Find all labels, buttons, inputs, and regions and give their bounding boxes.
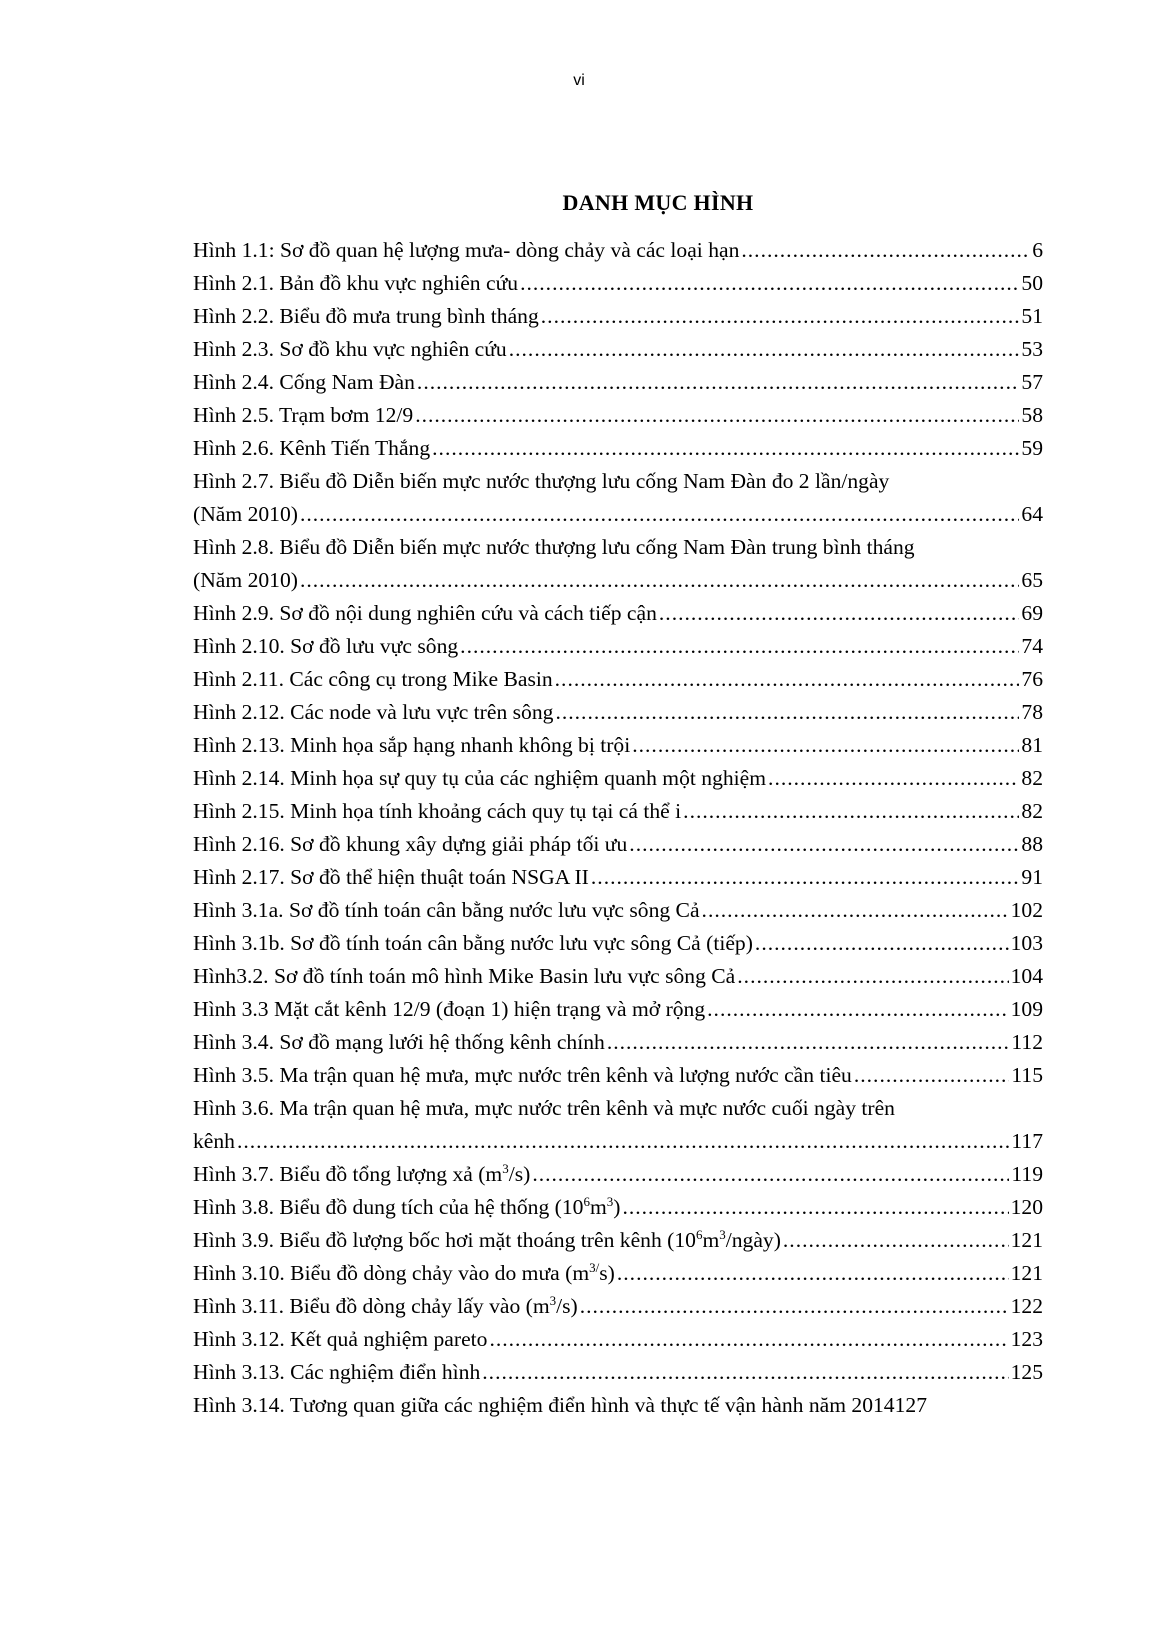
leader-dots [683,795,1019,828]
leader-dots [737,960,1008,993]
leader-dots [854,1059,1010,1092]
list-item[interactable] [193,366,1043,399]
list-item[interactable] [193,234,1043,267]
entry-text-continued: (Năm 2010) [193,568,298,592]
page-number: vi [573,72,585,89]
leader-dots [489,1323,1008,1356]
entry-text: Hình 3.5. Ma trận quan hệ mưa, mực nước trên kênh và lượng nước cần tiêu [193,1063,852,1087]
entry-text-continued: (Năm 2010) [193,502,298,526]
entry-text: Hình 2.2. Biểu đồ mưa trung bình tháng [193,304,539,328]
leader-dots [415,399,1019,432]
list-item[interactable] [193,795,1043,828]
list-item[interactable] [193,696,1043,729]
leader-dots [509,333,1020,366]
list-item[interactable] [193,333,1043,366]
entry-text: Hình 2.4. Cống Nam Đàn [193,370,415,394]
entry-text: Hình 2.14. Minh họa sự quy tụ của các nghiệm quanh một nghiệm [193,766,767,790]
leader-dots [300,498,1019,531]
entry-page: 103 [1010,931,1043,955]
entry-text: Hình 3.8. Biểu đồ dung tích của hệ thống $(10^6m^3)$ [193,1194,621,1219]
entry-page: 74 [1021,634,1043,658]
entry-text: Hình 3.13. Các nghiệm điển hình [193,1360,481,1384]
entry-page: 64 [1021,502,1043,526]
entry-text: Hình 1.1: Sơ đồ quan hệ lượng mưa- dòng chảy và các loại hạn [193,238,740,262]
entry-page: 82 [1021,766,1043,790]
entry-page: 119 [1011,1162,1043,1186]
list-item[interactable] [193,1356,1043,1389]
list-item[interactable] [193,465,1043,531]
list-item[interactable] [193,927,1043,960]
entry-page: 53 [1021,337,1043,361]
leader-dots [607,1026,1010,1059]
leader-dots [768,762,1019,795]
leader-dots [617,1257,1009,1290]
leader-dots [460,630,1019,663]
entry-text: Hình 2.13. Minh họa sắp hạng nhanh không bị trội [193,733,631,757]
list-item[interactable] [193,1158,1043,1191]
leader-dots [622,1191,1008,1224]
list-item[interactable] [193,993,1043,1026]
leader-dots [555,663,1020,696]
leader-dots [482,1356,1008,1389]
entry-text: Hình 3.14. Tương quan giữa các nghiệm điển hình và thực tế vận hành năm 2014 [193,1393,895,1417]
entry-text: Hình 3.10. Biểu đồ dòng chảy vào do mưa $(m^{3/}s)$ [193,1260,615,1285]
leader-dots [591,861,1020,894]
entry-text: Hình 2.16. Sơ đồ khung xây dựng giải pháp tối ưu [193,832,628,856]
entry-page: 121 [1010,1261,1043,1285]
entry-text: Hình 2.11. Các công cụ trong Mike Basin [193,667,553,691]
entry-text: Hình 2.3. Sơ đồ khu vực nghiên cứu [193,337,507,361]
list-item[interactable] [193,861,1043,894]
leader-dots [755,927,1009,960]
list-item[interactable] [193,1059,1043,1092]
list-item[interactable] [193,1323,1043,1356]
entry-page: 81 [1021,733,1043,757]
leader-dots [432,432,1019,465]
leader-dots [541,300,1020,333]
entry-text: Hình 3.7. Biểu đồ tổng lượng xả $(m^3/s)$ [193,1161,531,1186]
entry-text: Hình 3.1a. Sơ đồ tính toán cân bằng nước lưu vực sông Cả [193,898,700,922]
list-item[interactable] [193,1290,1043,1323]
entry-text: Hình 2.5. Trạm bơm 12/9 [193,403,414,427]
entry-page: 57 [1021,370,1043,394]
entry-text: Hình 3.3 Mặt cắt kênh 12/9 (đoạn 1) hiện trạng và mở rộng [193,997,706,1021]
entry-text: Hình 2.10. Sơ đồ lưu vực sông [193,634,459,658]
entry-page: 58 [1021,403,1043,427]
list-item[interactable] [193,300,1043,333]
entry-text: Hình 2.7. Biểu đồ Diễn biến mực nước thượng lưu cống Nam Đàn đo 2 lần/ngày [193,469,890,493]
list-item[interactable] [193,597,1043,630]
entry-text: Hình 3.12. Kết quả nghiệm pareto [193,1327,488,1351]
list-item[interactable] [193,630,1043,663]
list-item[interactable] [193,432,1043,465]
leader-dots [580,1290,1009,1323]
page-title: DANH MỤC HÌNH [562,190,754,215]
leader-dots [632,729,1019,762]
entry-page: 127 [894,1393,927,1417]
entry-page: 76 [1021,667,1043,691]
entry-text: Hình 2.9. Sơ đồ nội dung nghiên cứu và cách tiếp cận [193,601,657,625]
entry-text: Hình 3.9. Biểu đồ lượng bốc hơi mặt thoáng trên kênh $(10^6m^3/ngày)$ [193,1227,781,1252]
entry-text: Hình 2.8. Biểu đồ Diễn biến mực nước thượng lưu cống Nam Đàn trung bình tháng [193,535,915,559]
leader-dots [237,1125,1009,1158]
entry-page: 69 [1021,601,1043,625]
entry-text: Hình 3.6. Ma trận quan hệ mưa, mực nước trên kênh và mực nước cuối ngày trên [193,1096,895,1120]
list-item[interactable] [193,894,1043,927]
entry-text: Hình3.2. Sơ đồ tính toán mô hình Mike Basin lưu vực sông Cả [193,964,736,988]
list-item[interactable] [193,1389,1043,1422]
list-item[interactable] [193,1191,1043,1224]
list-item[interactable] [193,1092,1043,1158]
figure-list [193,234,1043,1422]
entry-page: 78 [1021,700,1043,724]
list-item[interactable] [193,1257,1043,1290]
leader-dots [702,894,1009,927]
entry-text: Hình 2.6. Kênh Tiến Thắng [193,436,431,460]
leader-dots [532,1158,1009,1191]
entry-page: 59 [1021,436,1043,460]
leader-dots [629,828,1019,861]
entry-page: 88 [1021,832,1043,856]
entry-page: 82 [1021,799,1043,823]
list-item[interactable] [193,828,1043,861]
leader-dots [741,234,1030,267]
list-item[interactable] [193,960,1043,993]
entry-text: Hình 2.17. Sơ đồ thể hiện thuật toán NSGA II [193,865,589,889]
entry-page: 50 [1021,271,1043,295]
entry-text: Hình 2.1. Bản đồ khu vực nghiên cứu [193,271,519,295]
entry-page: 115 [1011,1063,1043,1087]
leader-dots [783,1224,1009,1257]
leader-dots [300,564,1019,597]
list-item[interactable] [193,729,1043,762]
entry-page: 109 [1010,997,1043,1021]
list-item[interactable] [193,663,1043,696]
entry-text: Hình 3.4. Sơ đồ mạng lưới hệ thống kênh chính [193,1030,605,1054]
entry-page: 117 [1011,1129,1043,1153]
entry-page: 102 [1010,898,1043,922]
leader-dots [417,366,1019,399]
entry-text: Hình 2.12. Các node và lưu vực trên sông [193,700,554,724]
entry-text-continued: kênh [193,1129,235,1153]
list-item[interactable] [193,1026,1043,1059]
entry-text: Hình 2.15. Minh họa tính khoảng cách quy tụ tại cá thể i [193,799,682,823]
list-item[interactable] [193,531,1043,597]
leader-dots [659,597,1020,630]
entry-page: 123 [1010,1327,1043,1351]
entry-page: 104 [1010,964,1043,988]
entry-page: 65 [1021,568,1043,592]
entry-text: Hình 3.1b. Sơ đồ tính toán cân bằng nước lưu vực sông Cả (tiếp) [193,931,753,955]
entry-page: 91 [1021,865,1043,889]
entry-text: Hình 3.11. Biểu đồ dòng chảy lấy vào $(m^3/s)$ [193,1293,578,1318]
entry-page: 112 [1011,1030,1043,1054]
list-item[interactable] [193,399,1043,432]
entry-page: 122 [1010,1294,1043,1318]
leader-dots [707,993,1008,1026]
entry-page: 120 [1010,1195,1043,1219]
list-item[interactable] [193,762,1043,795]
list-item[interactable] [193,1224,1043,1257]
entry-page: 51 [1021,304,1043,328]
entry-page: 6 [1032,238,1043,262]
entry-page: 125 [1010,1360,1043,1384]
entry-page: 121 [1010,1228,1043,1252]
list-item[interactable] [193,267,1043,300]
leader-dots [555,696,1019,729]
leader-dots [520,267,1019,300]
